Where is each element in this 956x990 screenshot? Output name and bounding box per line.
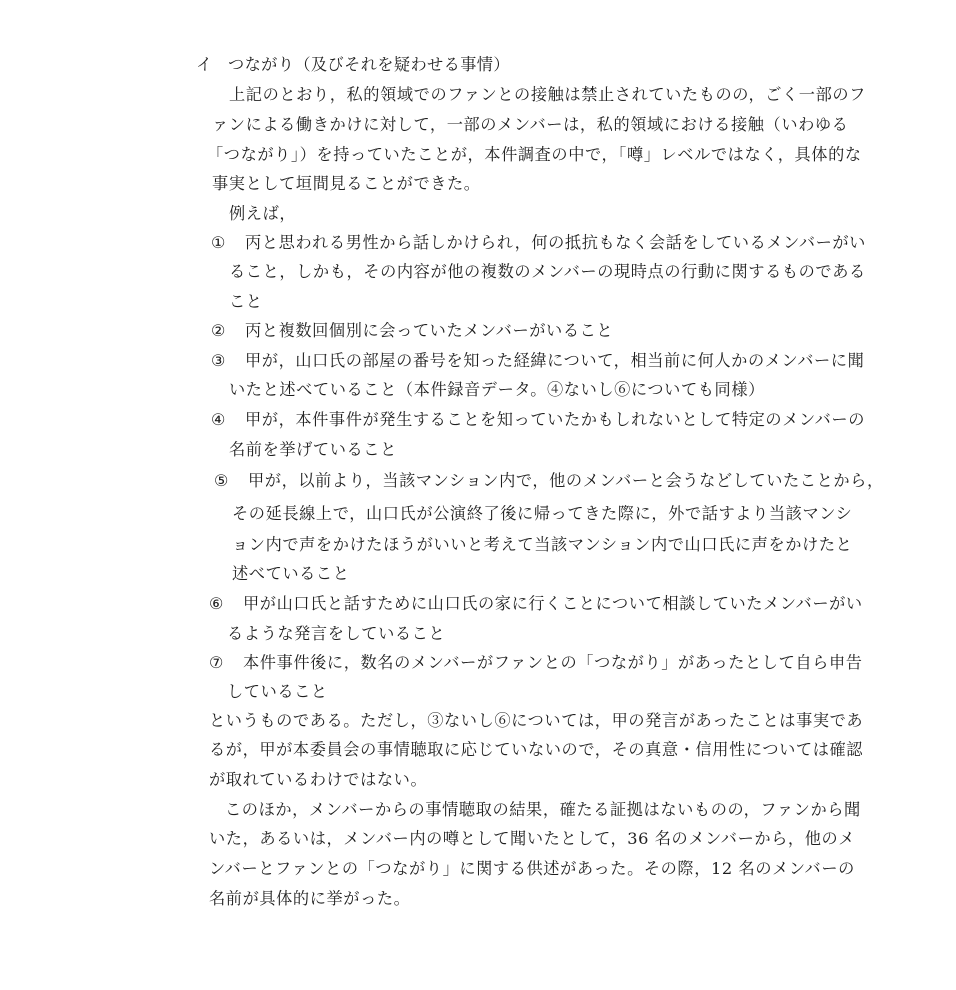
- item-number: ⑦: [209, 653, 225, 672]
- item-line: 丙と複数回個別に会っていたメンバーがいること: [245, 321, 614, 340]
- item-line: していること: [227, 682, 328, 701]
- item-line: 述べていること: [232, 564, 350, 583]
- item-number: ⑥: [209, 594, 225, 613]
- item-number: ②: [211, 321, 227, 340]
- item-line: 名前を挙げていること: [229, 440, 397, 459]
- item-line: その延長線上で，山口氏が公演終了後に帰ってきた際に，外で話すより当該マンシ: [232, 504, 853, 523]
- item-line: 甲が山口氏と話すために山口氏の家に行くことについて相談していたメンバーがい: [243, 594, 863, 613]
- intro-paragraph-line: 「つながり」）を持っていたことが，本件調査の中で，「噂」レベルではなく，具体的な: [207, 145, 862, 164]
- item-line: るような発言をしていること: [227, 624, 446, 643]
- section-heading-title: つながり（及びそれを疑わせる事情）: [228, 55, 510, 74]
- example-lead: 例えば，: [229, 204, 297, 223]
- intro-paragraph-line: ァンによる働きかけに対して，一部のメンバーは，私的領域における接触（いわゆる: [212, 115, 849, 134]
- conclusion-paragraph-line: が取れているわけではない。: [209, 770, 428, 789]
- item-number: ①: [211, 233, 227, 252]
- item-line: 本件事件後に，数名のメンバーがファンとの「つながり」があったとして自ら申告: [243, 653, 863, 672]
- item-line: 甲が，本件事件が発生することを知っていたかもしれないとして特定のメンバーの: [245, 410, 866, 429]
- section-heading-marker: イ: [196, 55, 213, 74]
- final-paragraph-line: ンバーとファンとの「つながり」に関する供述があった。その際，12 名のメンバーの: [209, 859, 855, 878]
- item-line: こと: [229, 292, 263, 311]
- conclusion-paragraph-line: るが，甲が本委員会の事情聴取に応じていないので，その真意・信用性については確認: [209, 740, 864, 759]
- final-paragraph-line: このほか，メンバーからの事情聴取の結果，確たる証拠はないものの，ファンから聞: [225, 800, 861, 819]
- item-line: ョン内で声をかけたほうがいいと考えて当該マンション内で山口氏に声をかけたと: [232, 535, 853, 554]
- conclusion-paragraph-line: というものである。ただし，③ないし⑥については，甲の発言があったことは事実であ: [209, 711, 864, 730]
- final-paragraph-line: 名前が具体的に挙がった。: [209, 889, 411, 908]
- item-number: ③: [211, 351, 227, 370]
- item-number: ④: [211, 410, 227, 429]
- final-paragraph-line: いた，あるいは，メンバー内の噂として聞いたとして，36 名のメンバーから，他のメ: [209, 829, 856, 848]
- item-line: いたと述べていること（本件録音データ。④ないし⑥についても同様）: [229, 380, 765, 399]
- intro-paragraph-line: 上記のとおり，私的領域でのファンとの接触は禁止されていたものの，ごく一部のフ: [229, 85, 866, 104]
- item-line: 甲が，以前より，当該マンション内で，他のメンバーと会うなどしていたことから，: [248, 471, 884, 490]
- item-number: ⑤: [214, 471, 230, 490]
- item-line: 丙と思われる男性から話しかけられ，何の抵抗もなく会話をしているメンバーがい: [245, 233, 866, 252]
- item-line: ること，しかも，その内容が他の複数のメンバーの現時点の行動に関するものである: [229, 262, 866, 281]
- item-line: 甲が，山口氏の部屋の番号を知った経緯について，相当前に何人かのメンバーに聞: [245, 351, 865, 370]
- intro-paragraph-line: 事実として垣間見ることができた。: [212, 174, 481, 193]
